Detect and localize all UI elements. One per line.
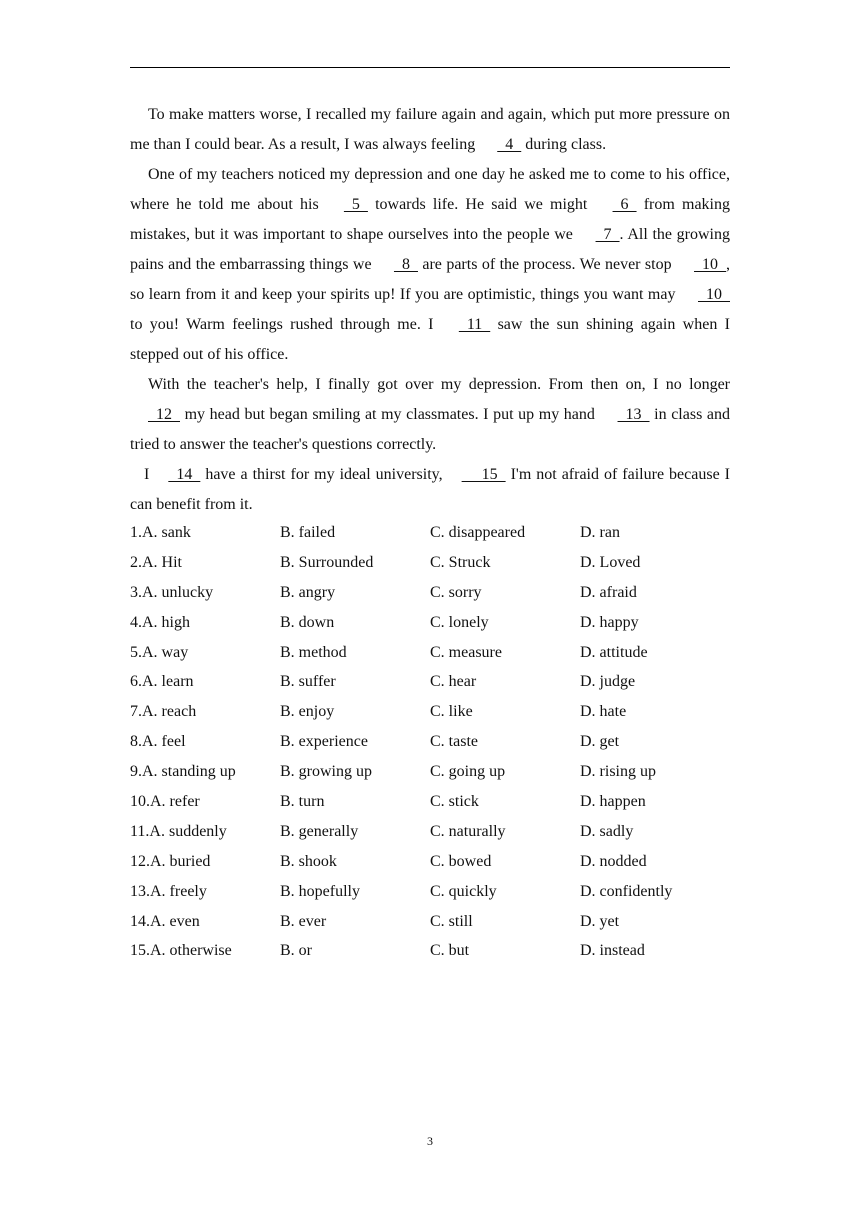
paragraph-4 (130, 460, 730, 520)
option-d: D. confidently (580, 882, 673, 900)
passage (130, 100, 730, 520)
option-c: C. bowed (430, 852, 492, 870)
option-d: D. nodded (580, 852, 647, 870)
question-3-options (130, 578, 750, 608)
option-a: 1.A. sank (130, 524, 191, 541)
option-c: C. naturally (430, 822, 506, 840)
blank-12: 12 (148, 406, 180, 423)
blank-10: 10 (698, 286, 730, 303)
answer-options (130, 518, 750, 966)
question-13-options (130, 877, 750, 907)
option-a: 5.A. way (130, 643, 189, 661)
passage-text: With the teacher's help, I finally got over my depression. From then on, I no longer (148, 376, 730, 393)
option-c: C. taste (430, 733, 478, 751)
option-a: 3.A. unlucky (130, 583, 214, 601)
option-d: D. attitude (580, 643, 648, 661)
blank-15: 15 (461, 466, 506, 483)
question-10-options (130, 787, 750, 817)
option-a: 13.A. freely (130, 882, 207, 900)
option-d: D. Loved (580, 553, 641, 571)
option-d: D. hate (580, 703, 627, 721)
option-d: D. yet (580, 912, 620, 930)
passage-text: . All the growing pains and the embarrassing things we (130, 226, 731, 273)
option-b: B. growing up (280, 763, 372, 781)
option-c: C. stick (430, 793, 479, 811)
passage-text: have a thirst for my ideal university, (200, 466, 448, 483)
option-b: B. failed (280, 524, 336, 541)
option-b: B. enjoy (280, 703, 335, 721)
option-b: B. ever (280, 912, 327, 930)
question-4-options (130, 608, 750, 638)
blank-8: 8 (393, 256, 418, 273)
option-c: C. hear (430, 673, 477, 691)
question-5-options (130, 638, 750, 668)
option-d: D. sadly (580, 822, 634, 840)
option-a: 15.A. otherwise (130, 942, 232, 960)
option-b: B. shook (280, 852, 337, 870)
paragraph-1 (130, 100, 730, 160)
option-a: 10.A. refer (130, 793, 200, 811)
passage-text: To make matters worse, I recalled my failure again and again, which put more pressure on me than I could bear. As a result, I was always feeling (130, 106, 730, 153)
question-9-options (130, 757, 750, 787)
option-b: B. generally (280, 822, 359, 840)
question-1-options (130, 518, 750, 548)
passage-text: towards life. He said we might (367, 196, 595, 213)
option-a: 9.A. standing up (130, 763, 236, 781)
blank-4: 4 (497, 136, 522, 153)
blank-9: 10 (694, 256, 727, 273)
question-15-options (130, 936, 750, 966)
blank-5: 5 (343, 196, 368, 213)
question-11-options (130, 817, 750, 847)
blank-6: 6 (612, 196, 637, 213)
passage-text: I (144, 466, 155, 483)
option-c: C. lonely (430, 613, 489, 631)
option-b: B. down (280, 613, 335, 631)
option-d: D. judge (580, 673, 636, 691)
blank-11: 11 (458, 316, 491, 333)
passage-text: saw the sun shining again when I stepped out of his office. (130, 316, 730, 363)
passage-text: during class. (521, 136, 607, 153)
option-b: B. turn (280, 793, 325, 811)
blank-14: 14 (168, 466, 201, 483)
option-b: B. experience (280, 733, 368, 751)
passage-text: are parts of the process. We never stop (417, 256, 677, 273)
option-b: B. angry (280, 583, 336, 601)
passage-text: to you! Warm feelings rushed through me. I (130, 316, 441, 333)
question-7-options (130, 697, 750, 727)
option-a: 4.A. high (130, 613, 190, 631)
option-d: D. get (580, 733, 620, 751)
option-c: C. Struck (430, 553, 491, 571)
option-d: D. happen (580, 793, 646, 811)
paragraph-3 (130, 370, 730, 460)
option-c: C. going up (430, 763, 506, 781)
passage-text: , so learn from it and keep your spirits up! If you are optimistic, things you want may (130, 256, 731, 303)
blank-13: 13 (617, 406, 650, 423)
option-c: C. measure (430, 643, 502, 661)
option-d: D. instead (580, 942, 645, 960)
passage-text: from making mistakes, but it was important to shape ourselves into the people we (130, 196, 730, 243)
blank-7: 7 (595, 226, 620, 243)
option-d: D. afraid (580, 583, 637, 601)
option-b: B. Surrounded (280, 553, 374, 571)
option-a: 2.A. Hit (130, 553, 182, 571)
option-b: B. suffer (280, 673, 336, 691)
option-b: B. method (280, 643, 347, 661)
option-b: B. hopefully (280, 882, 360, 900)
option-d: D. ran (580, 524, 620, 541)
passage-text: in class and tried to answer the teacher's questions correctly. (130, 406, 730, 453)
option-c: C. sorry (430, 583, 482, 601)
option-d: D. rising up (580, 763, 656, 781)
option-a: 8.A. feel (130, 733, 186, 751)
option-b: B. or (280, 942, 312, 960)
question-14-options (130, 907, 750, 937)
question-2-options (130, 548, 750, 578)
option-c: C. quickly (430, 882, 497, 900)
passage-text: my head but began smiling at my classmates. I put up my hand (180, 406, 600, 423)
page-number: 3 (427, 1134, 433, 1148)
question-12-options (130, 847, 750, 877)
option-a: 7.A. reach (130, 703, 197, 721)
option-a: 6.A. learn (130, 673, 194, 691)
header-rule (130, 67, 730, 68)
passage-text: One of my teachers noticed my depression and one day he asked me to come to his office, where he told me about his (130, 166, 730, 213)
option-c: C. still (430, 912, 473, 930)
passage-text: I'm not afraid of failure because I can benefit from it. (130, 466, 730, 513)
paragraph-2 (130, 160, 730, 370)
option-c: C. but (430, 942, 470, 960)
option-c: C. like (430, 703, 473, 721)
option-d: D. happy (580, 613, 639, 631)
option-a: 14.A. even (130, 912, 200, 930)
option-c: C. disappeared (430, 524, 526, 541)
question-8-options (130, 727, 750, 757)
option-a: 11.A. suddenly (130, 822, 227, 840)
option-a: 12.A. buried (130, 852, 211, 870)
question-6-options (130, 667, 750, 697)
